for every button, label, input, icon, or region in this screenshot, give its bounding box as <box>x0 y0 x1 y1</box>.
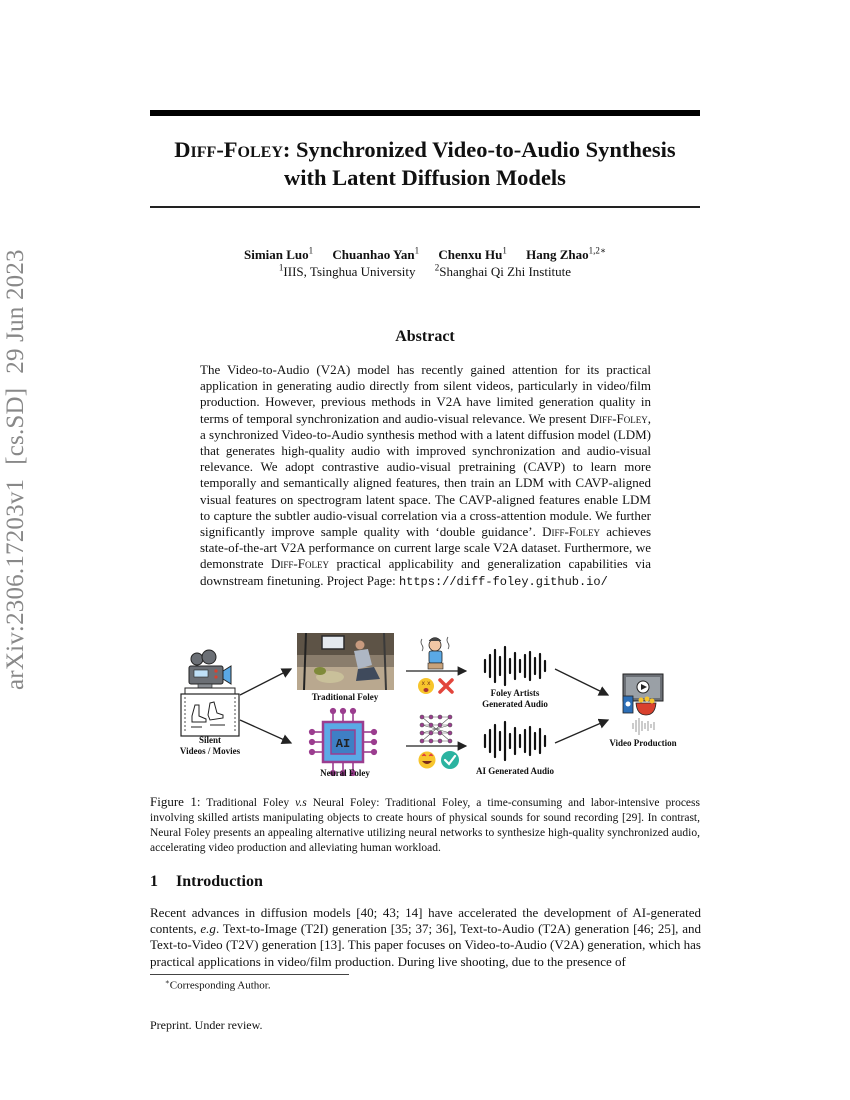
happy-face-emoji-icon <box>419 752 436 769</box>
ai-audio-label: AI Generated Audio <box>475 766 554 776</box>
camera-icon <box>189 650 231 688</box>
arxiv-date: 29 Jun 2023 <box>2 249 29 374</box>
cross-icon <box>440 680 452 692</box>
traditional-foley-label: Traditional Foley <box>311 692 379 702</box>
foley-audio-waveform-icon <box>485 647 545 685</box>
title-line-2: with Latent Diffusion Models <box>284 165 566 190</box>
foley-audio-label: Foley Artists Generated Audio <box>482 688 548 709</box>
arxiv-id: arXiv:2306.17203v1 <box>2 478 29 690</box>
abstract-heading: Abstract <box>395 328 455 345</box>
author: Chenxu Hu$^1$ <box>438 246 507 263</box>
check-icon <box>441 751 459 769</box>
project-page-link[interactable]: https://diff-foley.github.io/ <box>398 574 608 589</box>
arxiv-category: [cs.SD] <box>2 387 29 465</box>
affiliation: $^2$Shanghai Qi Zhi Institute <box>434 263 572 280</box>
neural-network-icon <box>420 715 452 743</box>
author: Hang Zhao$^{1,2∗}$ <box>526 246 606 263</box>
introduction-body: Recent advances in diffusion models [40; 43; 14] have accelerated the development of AI-generated contents, e.g. Text-to-Image (T2I) generation [35; 37; 36], Text-to-Audio (T2A) generation [46; 25], and Text-to-Video (T2V) generation [13]. This paper focuses on Video-to-Audio (V2A) generation, which has practical applications in video/film production. During live shooting, due to the presence of <box>150 905 701 969</box>
footnote: ∗Corresponding Author. <box>165 978 271 992</box>
title-top-rule <box>150 110 700 116</box>
silent-video-label: Silent Videos / Movies <box>179 735 241 756</box>
figure-graphics <box>150 625 710 785</box>
preprint-notice: Preprint. Under review. <box>150 1018 263 1032</box>
affiliation-list <box>150 260 700 280</box>
arxiv-stamp <box>2 235 30 690</box>
neural-foley-label: Neural Foley <box>320 768 370 778</box>
ai-audio-waveform-icon <box>485 722 545 760</box>
figure-caption: Figure 1: Traditional Foley v.s Neural Foley: Traditional Foley, a time-consuming and labor-intensive process involving skilled artists manipulating objects to create hours of physical sounds for sound recording [29]. In contrast, Neural Foley presents an appealing alternative utilizing neural networks to synthesize high-quality synchronized audio, accelerating video production and alleviating human workload. <box>150 794 700 854</box>
ai-chip-text: AI <box>335 737 351 751</box>
tired-artist-icon <box>421 637 449 669</box>
tired-face-emoji-icon <box>418 678 434 694</box>
title-line-1: : Synchronized Video-to-Audio Synthesis <box>282 137 676 162</box>
author: Chuanhao Yan$^1$ <box>332 246 420 263</box>
section-heading: 1 Introduction <box>150 873 263 890</box>
small-waveform-icon <box>633 718 654 735</box>
svg-text:x x: x x <box>421 680 431 687</box>
video-production-label: Video Production <box>609 738 677 748</box>
title-bottom-rule <box>150 206 700 208</box>
footnote-rule <box>150 974 349 975</box>
figure-1 <box>150 625 710 785</box>
method-name: Diff-Foley <box>174 137 283 162</box>
affiliation: $^1$IIIS, Tsinghua University <box>278 263 416 280</box>
video-production-icon <box>623 674 663 715</box>
abstract-body: The Video-to-Audio (V2A) model has recently gained attention for its practical application in generating audio directly from silent videos, particularly in video/film production. However, previous methods in V2A have limited generation quality in terms of temporal synchronization and audio-visual relevance. We present Diff-Foley, a synchronized Video-to-Audio synthesis method with a latent diffusion model (LDM) that generates high-quality audio with improved synchronization and audio-visual relevance. We adopt contrastive audio-visual pretraining (CAVP) to learn more temporally and semantically aligned features, then train an LDM with CAVP-aligned visual features on spectrogram latent space. The CAVP-aligned features enable LDM to capture the subtler audio-visual correlation via a cross-attention module. We further significantly improve sample quality with ‘double guidance’. Diff-Foley achieves state-of-the-art V2A performance on current large scale V2A dataset. Furthermore, we demonstrate Diff-Foley practical applicability and generalization capabilities via downstream finetuning. Project Page: https://diff-foley.github.io/ <box>200 362 651 589</box>
paper-title <box>140 136 710 192</box>
author: Simian Luo$^1$ <box>243 246 314 263</box>
film-frame-icon <box>181 688 239 736</box>
traditional-foley-photo <box>297 633 394 690</box>
